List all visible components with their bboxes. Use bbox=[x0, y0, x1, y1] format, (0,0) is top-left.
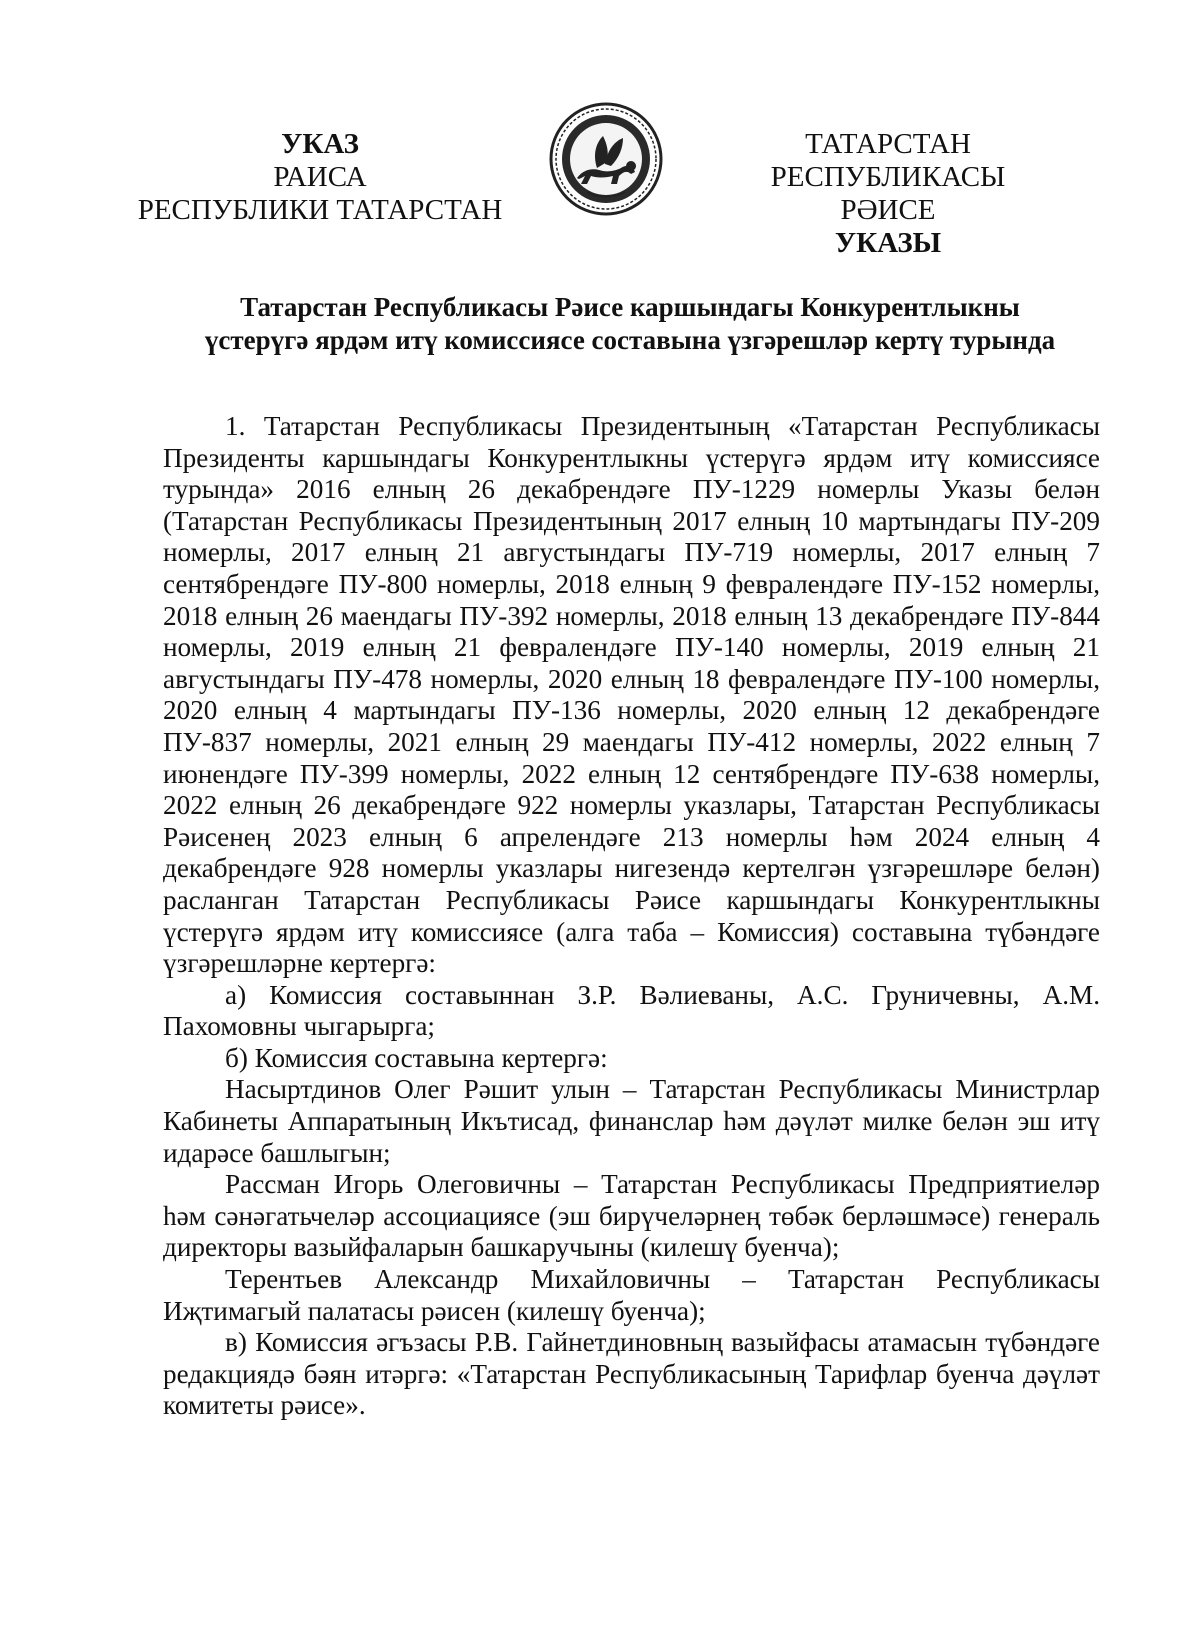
paragraph-member-rassman: Рассман Игорь Олеговичны – Татарстан Республикасы Предприятиеләр һәм сәнәгатьчеләр ассоциациясе (эш бирүчеләрнең төбәк берләшмәсе) генераль директоры вазыйфаларын башкаручыны (килешү буенча); bbox=[163, 1169, 1100, 1263]
paragraph-subitem-a: а) Комиссия составыннан З.Р. Вәлиеваны, А.С. Груничевны, А.М. Пахомовны чыгарырга; bbox=[163, 979, 1100, 1042]
tatarstan-coat-of-arms-icon bbox=[547, 100, 665, 218]
title-line1: Татарстан Республикасы Рәисе каршындагы Конкурентлыкны bbox=[240, 292, 1020, 322]
header-tatar bbox=[688, 128, 1088, 260]
header-left-line3: РЕСПУБЛИКИ ТАТАРСТАН bbox=[137, 194, 503, 226]
header-russian bbox=[130, 128, 510, 227]
header-left-line1: УКАЗ bbox=[281, 128, 359, 160]
header-right-line1: ТАТАРСТАН РЕСПУБЛИКАСЫ bbox=[770, 128, 1006, 193]
document-body bbox=[163, 411, 1100, 1422]
header-right-line2: РӘИСЕ bbox=[840, 194, 936, 226]
header-right-line3: УКАЗЫ bbox=[834, 227, 942, 259]
title-line2: үстерүгә ярдәм итү комиссиясе составына үзгәрешләр кертү турында bbox=[204, 325, 1056, 355]
paragraph-subitem-v: в) Комиссия әгъзасы Р.В. Гайнетдиновның вазыйфасы атамасын түбәндәге редакциядә бәян итәргә: «Татарстан Республикасының Тарифлар буенча дәүләт комитеты рәисе». bbox=[163, 1327, 1100, 1421]
paragraph-member-nasyrtdinov: Насыртдинов Олег Рәшит улын – Татарстан Республикасы Министрлар Кабинеты Аппаратының Икътисад, финанслар һәм дәүләт милке белән эш итү идарәсе башлыгын; bbox=[163, 1074, 1100, 1168]
paragraph-item-1: 1. Татарстан Республикасы Президентының «Татарстан Республикасы Президенты каршындагы Конкурентлыкны үстерүгә ярдәм итү комиссиясе турында» 2016 елның 26 декабрендәге ПУ-1229 номерлы Указы белән (Татарстан Республикасы Президентының 2017 елның 10 мартындагы ПУ-209 номерлы, 2017 елның 21 августындагы ПУ-719 номерлы, 2017 елның 7 сентябрендәге ПУ-800 номерлы, 2018 елның 9 февралендәге ПУ-152 номерлы, 2018 елның 26 маендагы ПУ-392 номерлы, 2018 елның 13 декабрендәге ПУ-844 номерлы, 2019 елның 21 февралендәге ПУ-140 номерлы, 2019 елның 21 августындагы ПУ-478 номерлы, 2020 елның 18 февралендәге ПУ-100 номерлы, 2020 елның 4 мартындагы ПУ-136 номерлы, 2020 елның 12 декабрендәге ПУ-837 номерлы, 2021 елның 29 маендагы ПУ-412 номерлы, 2022 елның 7 июнендәге ПУ-399 номерлы, 2022 елның 12 сентябрендәге ПУ-638 номерлы, 2022 елның 26 декабрендәге 922 номерлы указлары, Татарстан Республикасы Рәисенең 2023 елның 6 апрелендәге 213 номерлы һәм 2024 елның 4 декабрендәге 928 номерлы указлары нигезендә кертелгән үзгәрешләре белән) расланган Татарстан Республикасы Рәисе каршындагы Конкурентлыкны үстерүгә ярдәм итү комиссиясе (алга таба – Комиссия) составына түбәндәге үзгәрешләрне кертергә: bbox=[163, 411, 1100, 979]
paragraph-member-terentyev: Терентьев Александр Михайловичны – Татарстан Республикасы Иҗтимагый палатасы рәисен (килешү буенча); bbox=[163, 1264, 1100, 1326]
document-title bbox=[160, 291, 1100, 357]
paragraph-subitem-b: б) Комиссия составына кертергә: bbox=[225, 1042, 608, 1073]
header-left-line2: РАИСА bbox=[273, 161, 367, 193]
